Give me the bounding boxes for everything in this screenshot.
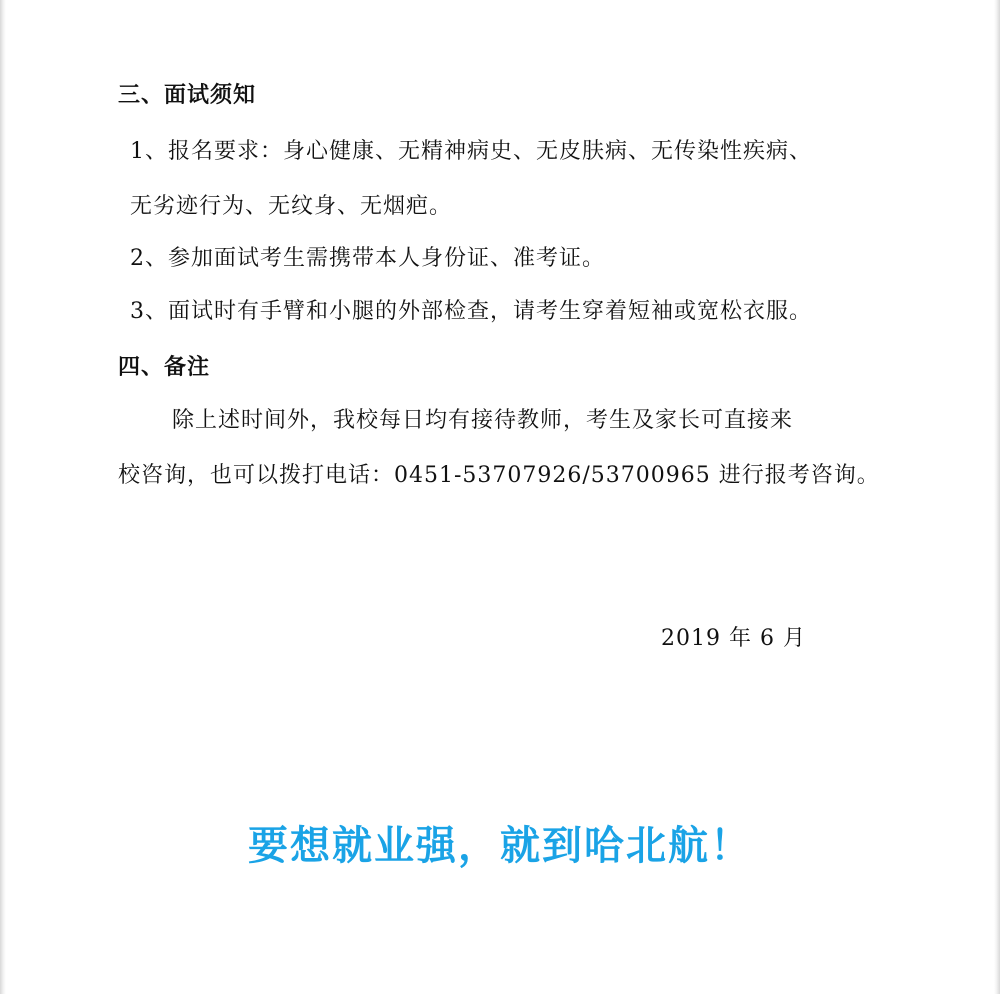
section-3-item-1-line-2: 无劣迹行为、无纹身、无烟疤。 [130, 194, 453, 219]
section-3-item-2: 2、参加面试考生需携带本人身份证、准考证。 [130, 246, 605, 271]
slogan-banner: 要想就业强，就到哈北航！ [248, 823, 752, 869]
section-3-item-1-line-1: 1、报名要求：身心健康、无精神病史、无皮肤病、无传染性疾病、 [130, 139, 812, 164]
section-4-paragraph-line-1: 除上述时间外，我校每日均有接待教师，考生及家长可直接来 [172, 408, 794, 433]
section-3-item-3: 3、面试时有手臂和小腿的外部检查，请考生穿着短袖或宽松衣服。 [130, 299, 812, 324]
section-4-paragraph-line-2: 校咨询，也可以拨打电话：0451-53707926/53700965 进行报考咨询。 [118, 463, 880, 488]
section-3-heading: 三、面试须知 [118, 82, 257, 108]
section-4-heading: 四、备注 [118, 354, 211, 380]
document-date: 2019 年 6 月 [661, 626, 806, 651]
